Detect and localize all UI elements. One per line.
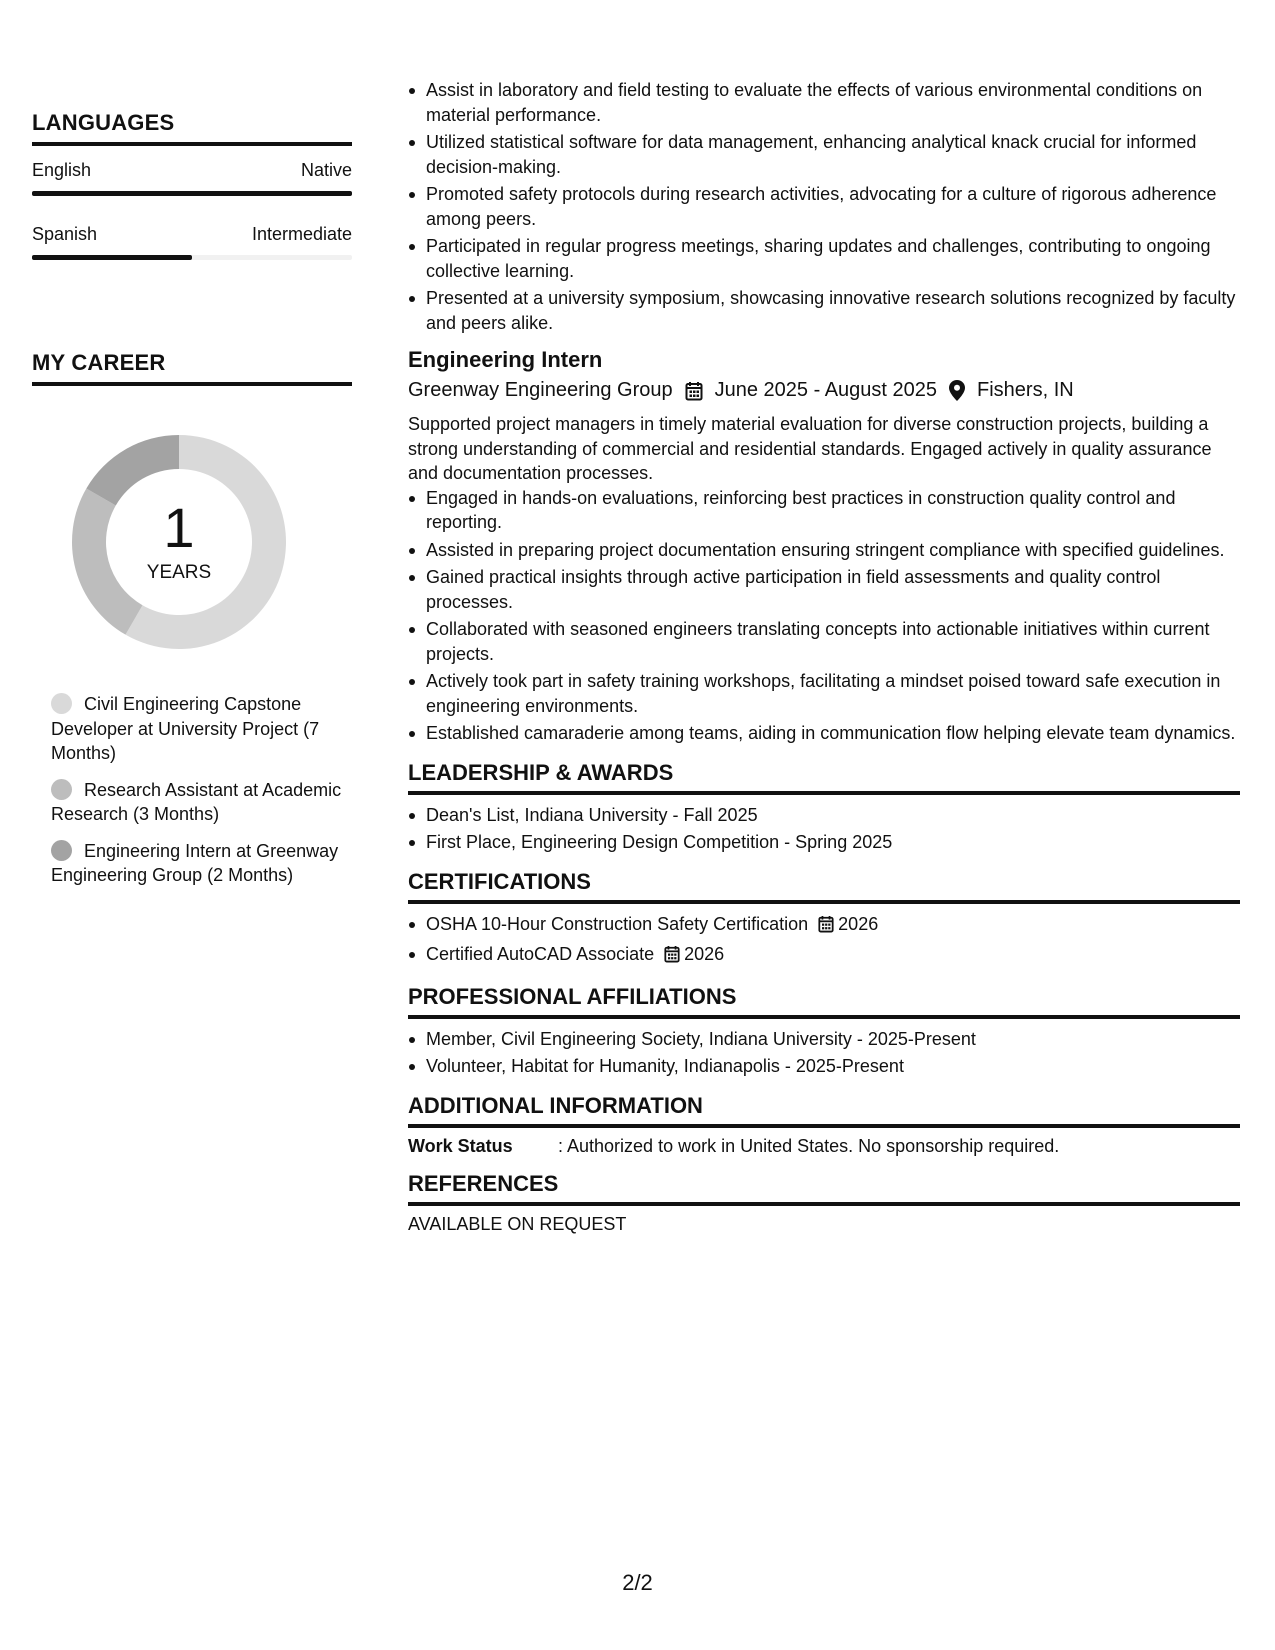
list-item: Actively took part in safety training workshops, facilitating a mindset poised toward safe execution in engineering environments. (408, 669, 1240, 718)
work-status-value: : Authorized to work in United States. No sponsorship required. (558, 1135, 1060, 1156)
list-item: Collaborated with seasoned engineers translating concepts into actionable initiatives within current projects. (408, 617, 1240, 666)
languages-heading: LANGUAGES (32, 110, 352, 146)
legend-dot (51, 840, 72, 861)
job-location: Fishers, IN (977, 379, 1074, 401)
affiliations-list (408, 1027, 1240, 1079)
list-item: Dean's List, Indiana University - Fall 2025 (408, 803, 1240, 828)
list-item (408, 942, 1240, 970)
list-item (408, 912, 1240, 940)
previous-job-bullets (408, 78, 1240, 335)
language-level: Intermediate (251, 224, 352, 244)
language-name: English (32, 160, 92, 180)
job-meta (408, 379, 1240, 402)
affiliations-heading: PROFESSIONAL AFFILIATIONS (408, 984, 1240, 1019)
language-level: Native (300, 160, 352, 180)
certifications-heading: CERTIFICATIONS (408, 869, 1240, 904)
list-item: Member, Civil Engineering Society, Indiana University - 2025-Present (408, 1027, 1240, 1052)
list-item: Assisted in preparing project documentation ensuring stringent compliance with specified guidelines. (408, 538, 1240, 563)
list-item: First Place, Engineering Design Competition - Spring 2025 (408, 830, 1240, 855)
legend-label: Research Assistant at Academic Research (3 Months) (51, 779, 342, 824)
references-text: AVAILABLE ON REQUEST (408, 1213, 627, 1234)
donut-center (65, 428, 293, 656)
work-status-label: Work Status (408, 1135, 513, 1156)
calendar-icon (818, 915, 834, 940)
work-status-row (408, 1136, 1240, 1157)
list-item: Gained practical insights through active participation in field assessments and quality control processes. (408, 565, 1240, 614)
languages-section (32, 110, 352, 260)
list-item: Engaged in hands-on evaluations, reinforcing best practices in construction quality control and reporting. (408, 486, 1240, 535)
career-heading: MY CAREER (32, 350, 352, 386)
calendar-icon (664, 945, 680, 970)
page-number: 2/2 (622, 1570, 653, 1595)
legend-item (51, 692, 352, 766)
language-row (32, 160, 352, 181)
job-title: Engineering Intern (408, 347, 603, 372)
career-section (32, 350, 352, 900)
language-name: Spanish (32, 224, 98, 244)
language-row (32, 224, 352, 245)
legend-item (51, 839, 352, 888)
language-proficiency-bar (32, 255, 352, 260)
additional-info-heading: ADDITIONAL INFORMATION (408, 1093, 1240, 1128)
job-bullets (408, 486, 1240, 746)
list-item: Promoted safety protocols during research activities, advocating for a culture of rigorous adherence among peers. (408, 182, 1240, 231)
career-total-unit: YEARS (146, 562, 212, 583)
certification-year: 2026 (838, 913, 879, 934)
language-proficiency-bar (32, 191, 352, 196)
list-item: Volunteer, Habitat for Humanity, Indianapolis - 2025-Present (408, 1054, 1240, 1079)
job-dates: June 2025 - August 2025 (714, 379, 938, 401)
language-proficiency-fill (32, 255, 192, 260)
list-item: Utilized statistical software for data management, enhancing analytical knack crucial for informed decision-making. (408, 130, 1240, 179)
language-proficiency-fill (32, 191, 352, 196)
list-item: Established camaraderie among teams, aiding in communication flow helping elevate team dynamics. (408, 721, 1240, 746)
right-column (408, 78, 1240, 1235)
calendar-icon (685, 381, 703, 401)
legend-item (51, 778, 352, 827)
career-total-value: 1 (163, 496, 195, 559)
job-description: Supported project managers in timely material evaluation for diverse construction projects, building a strong understanding of commercial and residential standards. Engaged actively in quality assurance and documentation processes. (408, 414, 1212, 483)
list-item: Participated in regular progress meetings, sharing updates and challenges, contributing to ongoing collective learning. (408, 234, 1240, 283)
legend-label: Civil Engineering Capstone Developer at University Project (7 Months) (51, 694, 320, 763)
awards-heading: LEADERSHIP & AWARDS (408, 760, 1240, 795)
certification-name: OSHA 10-Hour Construction Safety Certification (426, 913, 809, 934)
list-item: Assist in laboratory and field testing to evaluate the effects of various environmental conditions on material performance. (408, 78, 1240, 127)
legend-label: Engineering Intern at Greenway Engineering Group (2 Months) (51, 840, 339, 885)
location-pin-icon (949, 380, 965, 401)
certification-year: 2026 (684, 944, 725, 964)
legend-dot (51, 693, 72, 714)
legend-dot (51, 779, 72, 800)
job-company: Greenway Engineering Group (408, 379, 673, 401)
certifications-list (408, 912, 1240, 970)
awards-list (408, 803, 1240, 855)
career-donut-chart (65, 428, 293, 656)
career-legend (32, 692, 352, 888)
certification-name: Certified AutoCAD Associate (426, 944, 655, 964)
list-item: Presented at a university symposium, showcasing innovative research solutions recognized by faculty and peers alike. (408, 286, 1240, 335)
references-heading: REFERENCES (408, 1171, 1240, 1206)
